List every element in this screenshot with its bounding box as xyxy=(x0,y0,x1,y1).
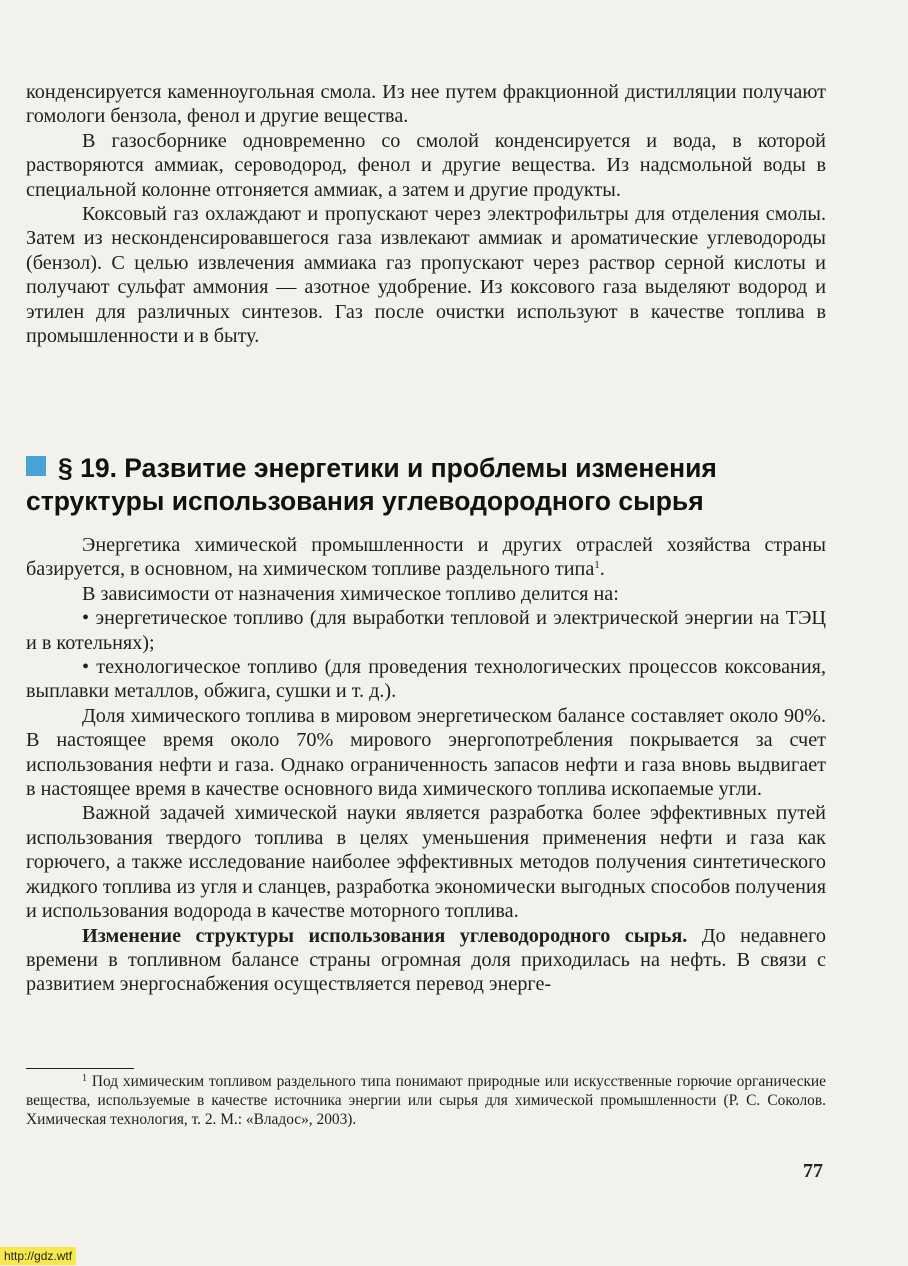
paragraph: В зависимости от назначения химическое топливо делится на: xyxy=(82,582,619,605)
page-number: 77 xyxy=(803,1160,823,1182)
section-heading xyxy=(26,452,846,518)
paragraph xyxy=(26,533,826,582)
paragraph-bold-lead: Изменение структуры использования углеводородного сырья. xyxy=(82,924,688,947)
section-title: § 19. Развитие энергетики и проблемы изменения структуры использования углеводородного сырья xyxy=(26,453,717,516)
footnote xyxy=(26,1072,826,1129)
bullet-item: • технологическое топливо (для проведения технологических процессов коксования, выплавки металлов, обжига, сушки и т. д.). xyxy=(26,656,826,703)
heading-square-icon xyxy=(26,456,46,476)
watermark-link[interactable]: http://gdz.wtf xyxy=(0,1247,76,1265)
paragraph xyxy=(26,924,826,997)
lower-text-block xyxy=(26,533,826,997)
footnote-mark: 1 xyxy=(82,1073,87,1084)
footnote-reference[interactable]: 1 xyxy=(594,559,600,572)
footnote-text: Под химическим топливом раздельного типа понимают природные или искусственные горючие органические вещества, используемые в качестве источника энергии или сырья для химической промышленности (Р. С. Соколов. Химическая технология, т. 2. М.: «Владос», 2003). xyxy=(26,1073,826,1128)
paragraph: Коксовый газ охлаждают и пропускают через электрофильтры для отделения смолы. Затем из несконденсировавшегося газа извлекают аммиак и ароматические углеводороды (бензол). С целью извлечения аммиака газ пропускают через раствор серной кислоты и получают сульфат аммония — азотное удобрение. Из коксового газа выделяют водород и этилен для различных синтезов. Газ после очистки используют в качестве топлива в промышленности и в быту. xyxy=(26,203,826,348)
paragraph: Доля химического топлива в мировом энергетическом балансе составляет около 90%. В настоящее время около 70% мирового энергопотребления покрывается за счет использования нефти и газа. Однако ограниченность запасов нефти и газа вновь выдвигает в настоящее время в качестве основного вида химического топлива ископаемые угли. xyxy=(26,704,826,801)
bullet-item: • энергетическое топливо (для выработки тепловой и электрической энергии на ТЭЦ и в котельнях); xyxy=(26,607,826,654)
paragraph: В газосборнике одновременно со смолой конденсируется и вода, в которой растворяются аммиак, сероводород, фенол и другие вещества. Из надсмольной воды в специальной колонне отгоняется аммиак, а затем и другие продукты. xyxy=(26,129,826,201)
paragraph: Важной задачей химической науки является разработка более эффективных путей использования твердого топлива в целях уменьшения применения нефти и газа как горючего, а также исследование наиболее эффективных методов получения синтетического жидкого топлива из угля и сланцев, разработка экономически выгодных способов получения и использования водорода в качестве моторного топлива. xyxy=(26,802,826,923)
footnote-divider xyxy=(26,1068,134,1069)
upper-text-block xyxy=(26,80,826,348)
paragraph-text: До недавнего времени в топливном балансе страны огромная доля приходилась на нефть. В связи с развитием энергоснабжения осуществляется перевод энерге- xyxy=(26,924,826,996)
paragraph: конденсируется каменноугольная смола. Из нее путем фракционной дистилляции получают гомологи бензола, фенол и другие вещества. xyxy=(26,81,826,128)
paragraph-text: Энергетика химической промышленности и других отраслей хозяйства страны базируется, в основном, на химическом топливе раздельного типа xyxy=(26,534,826,581)
paragraph-end: . xyxy=(599,558,605,581)
